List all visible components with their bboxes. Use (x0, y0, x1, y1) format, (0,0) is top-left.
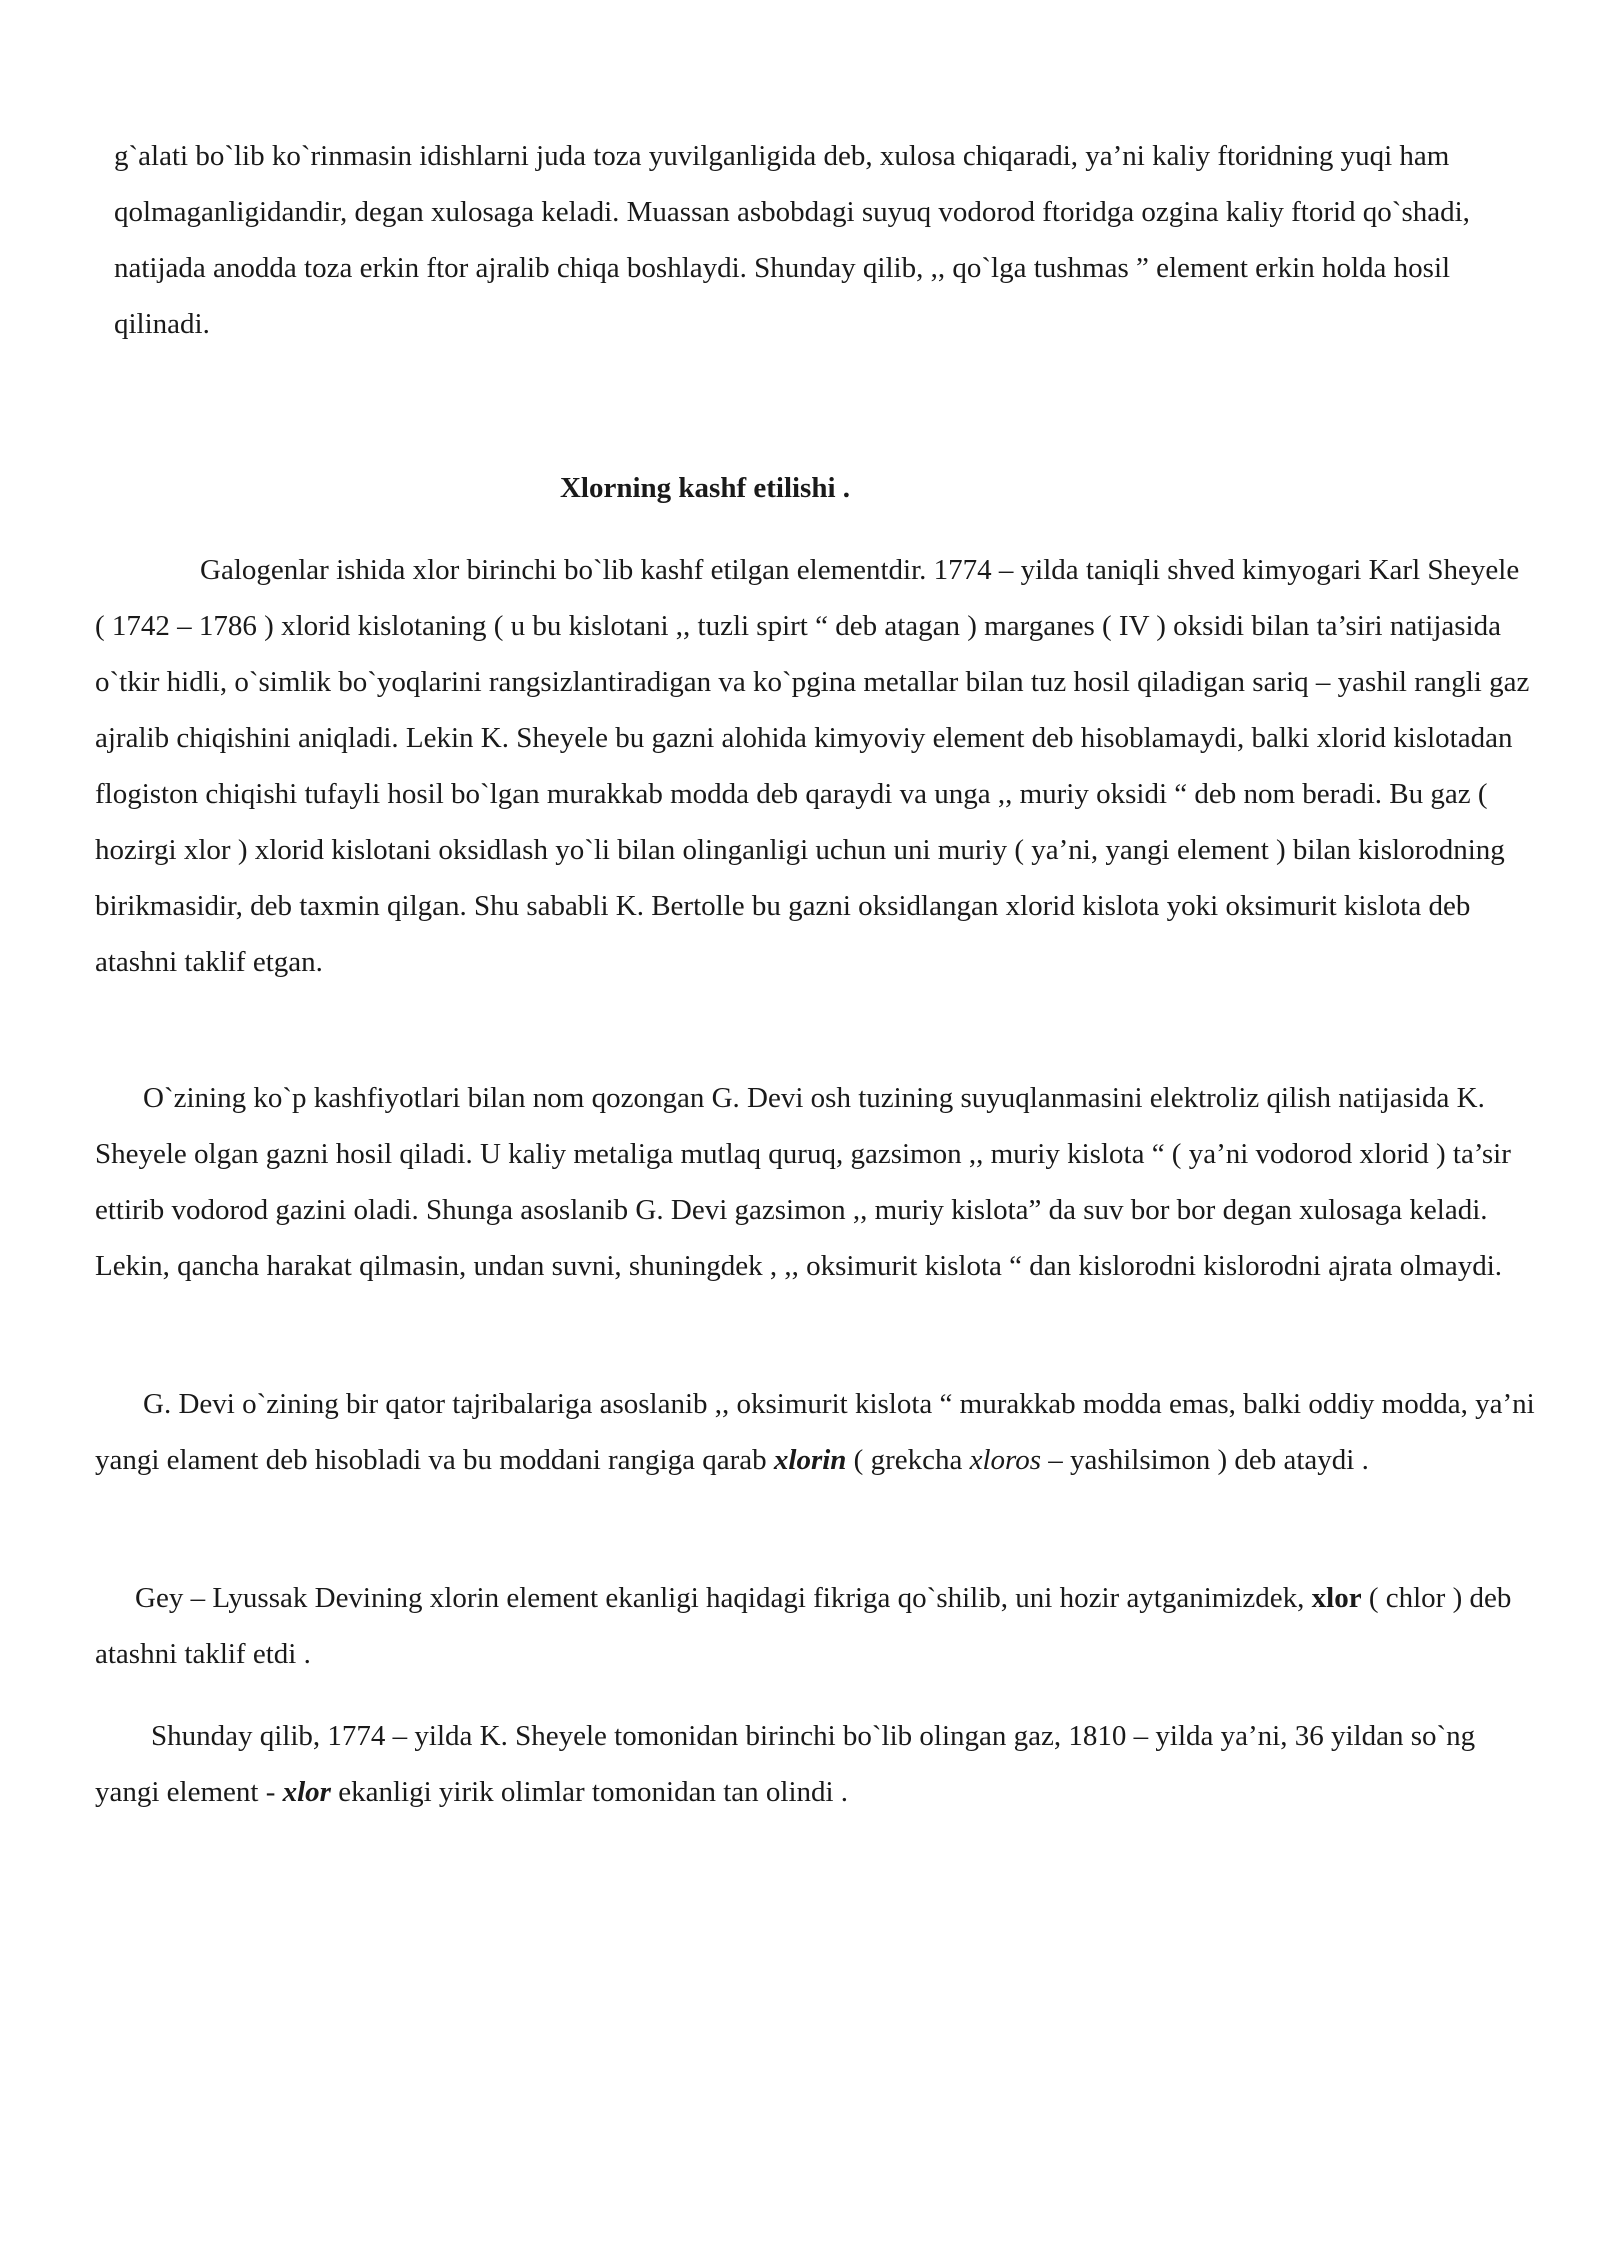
paragraph-fluorine-conclusion: g`alati bo`lib ko`rinmasin idishlarni juda toza yuvilganligida deb, xulosa chiqaradi, ya’ni kaliy ftoridning yuqi ham qolmaganligidandir, degan xulosaga keladi. Muassan asbobdagi suyuq vodorod ftoridga ozgina kaliy ftorid qo`shadi, natijada anodda toza erkin ftor ajralib chiqa boshlaydi. Shunday qilib, ,, qo`lga tushmas ” element erkin holda hosil qilinadi. (114, 140, 1470, 340)
paragraph-xlorin-naming (95, 1376, 1535, 1488)
paragraph-text: G. Devi o`zining bir qator tajribalariga asoslanib ,, oksimurit kislota “ murakkab modda emas, balki oddiy modda, ya’ni yangi elament deb hisobladi va bu moddani rangiga qarab (95, 1388, 1535, 1476)
paragraph-conclusion (95, 1708, 1535, 1820)
paragraph-davy-experiments: O`zining ko`p kashfiyotlari bilan nom qozongan G. Devi osh tuzining suyuqlanmasini elektroliz qilish natijasida K. Sheyele olgan gazni hosil qiladi. U kaliy metaliga mutlaq quruq, gazsimon ,, muriy kislota “ ( ya’ni vodorod xlorid ) ta’sir ettirib vodorod gazini oladi. Shunga asoslanib G. Devi gazsimon ,, muriy kislota” da suv bor bor degan xulosaga keladi. Lekin, qancha harakat qilmasin, undan suvni, shuningdek , ,, oksimurit kislota “ dan kislorodni kislorodni ajrata olmaydi. (95, 1082, 1511, 1282)
term-xlorin: xlorin (773, 1444, 847, 1476)
term-xlor-final: xlor (282, 1776, 331, 1808)
paragraph-text: Shunday qilib, 1774 – yilda K. Sheyele tomonidan birinchi bo`lib olingan gaz, 1810 – yilda ya’ni, 36 yildan so`ng yangi element - (95, 1720, 1476, 1808)
paragraph-text: ( grekcha (846, 1444, 970, 1476)
term-xloros: xloros (969, 1444, 1042, 1476)
paragraph-text: ekanligi yirik olimlar tomonidan tan olindi . (330, 1776, 849, 1808)
section-heading: Xlorning kashf etilishi . (559, 472, 851, 504)
paragraph-text: – yashilsimon ) deb ataydi . (1041, 1444, 1369, 1476)
paragraph-text: Gey – Lyussak Devining xlorin element ekanligi haqidagi fikriga qo`shilib, uni hozir aytganimizdek, (135, 1582, 1312, 1614)
term-xlor: xlor (1311, 1582, 1362, 1614)
paragraph-gay-lussac (95, 1570, 1535, 1682)
paragraph-text: ( chlor ) deb atashni taklif etdi . (95, 1582, 1512, 1670)
paragraph-scheele-discovery: Galogenlar ishida xlor birinchi bo`lib kashf etilgan elementdir. 1774 – yilda taniqli shved kimyogari Karl Sheyele ( 1742 – 1786 ) xlorid kislotaning ( u bu kislotani ,, tuzli spirt “ deb atagan ) marganes ( IV ) oksidi bilan ta’siri natijasida o`tkir hidli, o`simlik bo`yoqlarini rangsizlantiradigan va ko`pgina metallar bilan tuz hosil qiladigan sariq – yashil rangli gaz ajralib chiqishini aniqladi. Lekin K. Sheyele bu gazni alohida kimyoviy element deb hisoblamaydi, balki xlorid kislotadan flogiston chiqishi tufayli hosil bo`lgan murakkab modda deb qaraydi va unga ,, muriy oksidi “ deb nom beradi. Bu gaz ( hozirgi xlor ) xlorid kislotani oksidlash yo`li bilan olinganligi uchun uni muriy ( ya’ni, yangi element ) bilan kislorodning birikmasidir, deb taxmin qilgan. Shu sababli K. Bertolle bu gazni oksidlangan xlorid kislota yoki oksimurit kislota deb atashni taklif etgan. (95, 554, 1530, 978)
